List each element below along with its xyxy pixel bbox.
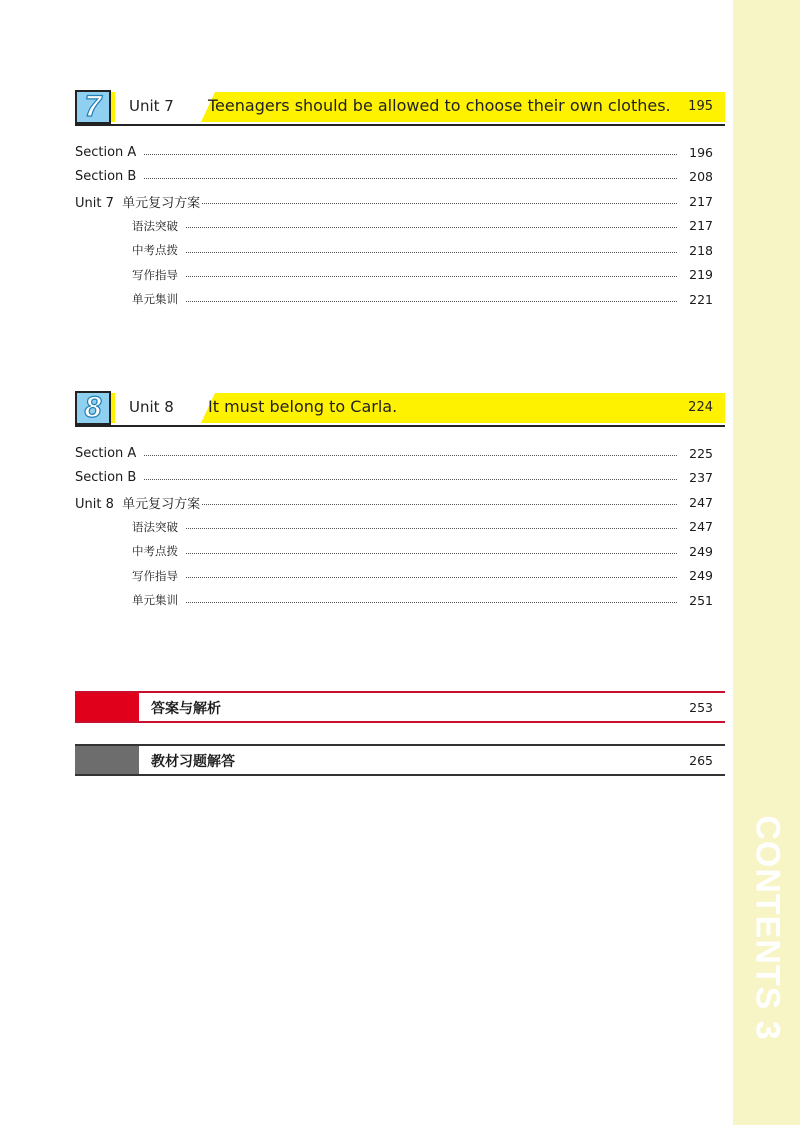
leader-dots	[186, 301, 677, 302]
toc-subentry-label: 语法突破	[132, 218, 178, 233]
toc-entry[interactable]	[75, 189, 725, 214]
toc-subentry[interactable]	[75, 564, 725, 589]
toc-entry-page: 208	[689, 169, 713, 185]
toc-entry-label: Section B	[75, 470, 137, 486]
leader-dots	[144, 178, 677, 179]
leader-dots	[202, 504, 677, 505]
leader-dots	[202, 203, 677, 204]
toc-entry-label: Section A	[75, 144, 137, 160]
toc-subentry-label: 语法突破	[132, 519, 178, 534]
toc-subentry-label: 单元集训	[132, 292, 178, 307]
unit-8-header[interactable]	[75, 393, 725, 427]
toc-entry-page: 196	[689, 144, 713, 160]
toc-entry-label: Unit 7 单元复习方案	[75, 195, 201, 211]
toc-entry-label: Section B	[75, 169, 137, 185]
contents-side-label: CONTENTS 3	[748, 815, 787, 1041]
toc-subentry-page: 249	[689, 568, 713, 584]
toc-subentry-label: 中考点拨	[132, 544, 178, 559]
toc-subentry-label: 中考点拨	[132, 243, 178, 258]
toc-subentry[interactable]	[75, 539, 725, 564]
unit-8-section	[75, 393, 725, 613]
toc-subentry[interactable]	[75, 238, 725, 263]
textbook-page: 265	[689, 753, 713, 768]
leader-dots	[144, 154, 677, 155]
answers-color-tab	[75, 693, 139, 721]
leader-dots	[186, 276, 677, 277]
toc-subentry[interactable]	[75, 214, 725, 239]
answers-page: 253	[689, 700, 713, 715]
unit-8-page: 224	[688, 400, 713, 415]
leader-dots	[186, 252, 677, 253]
unit-7-header[interactable]	[75, 92, 725, 126]
textbook-color-tab	[75, 746, 139, 774]
unit-7-page: 195	[688, 99, 713, 114]
toc-entry-label: Section A	[75, 445, 137, 461]
toc-entry[interactable]	[75, 490, 725, 515]
toc-subentry-page: 219	[689, 267, 713, 283]
toc-entry-page: 247	[689, 494, 713, 510]
textbook-answers-section[interactable]	[75, 744, 725, 776]
toc-subentry-page: 217	[689, 218, 713, 234]
unit-8-label: Unit 8	[129, 398, 174, 416]
unit-8-number-badge: 8	[75, 391, 111, 425]
toc-entry-page: 237	[689, 470, 713, 486]
toc-subentry[interactable]	[75, 263, 725, 288]
unit-7-section	[75, 92, 725, 312]
leader-dots	[186, 227, 677, 228]
toc-entry-page: 225	[689, 445, 713, 461]
toc-subentry-page: 247	[689, 519, 713, 535]
toc-entry-page: 217	[689, 193, 713, 209]
textbook-title: 教材习题解答	[151, 754, 235, 770]
unit-7-title: Teenagers should be allowed to choose their own clothes.	[208, 96, 671, 115]
unit-7-number-badge: 7	[75, 90, 111, 124]
toc-subentry-label: 写作指导	[132, 267, 178, 282]
unit-7-label: Unit 7	[129, 97, 174, 115]
toc-subentry-page: 249	[689, 543, 713, 559]
toc-subentry[interactable]	[75, 287, 725, 312]
leader-dots	[186, 602, 677, 603]
toc-subentry[interactable]	[75, 515, 725, 540]
answers-section[interactable]	[75, 691, 725, 723]
toc-entry[interactable]	[75, 140, 725, 165]
toc-entry[interactable]	[75, 466, 725, 491]
toc-subentry-label: 写作指导	[132, 568, 178, 583]
toc-entry-label: Unit 8 单元复习方案	[75, 496, 201, 512]
toc-subentry[interactable]	[75, 588, 725, 613]
leader-dots	[186, 577, 677, 578]
leader-dots	[144, 479, 677, 480]
toc-subentry-page: 218	[689, 242, 713, 258]
toc-entry[interactable]	[75, 165, 725, 190]
toc-subentry-page: 251	[689, 592, 713, 608]
toc-entry[interactable]	[75, 441, 725, 466]
toc-subentry-page: 221	[689, 291, 713, 307]
leader-dots	[144, 455, 677, 456]
answers-title: 答案与解析	[151, 701, 221, 717]
leader-dots	[186, 553, 677, 554]
leader-dots	[186, 528, 677, 529]
toc-subentry-label: 单元集训	[132, 593, 178, 608]
unit-8-title: It must belong to Carla.	[208, 397, 398, 416]
